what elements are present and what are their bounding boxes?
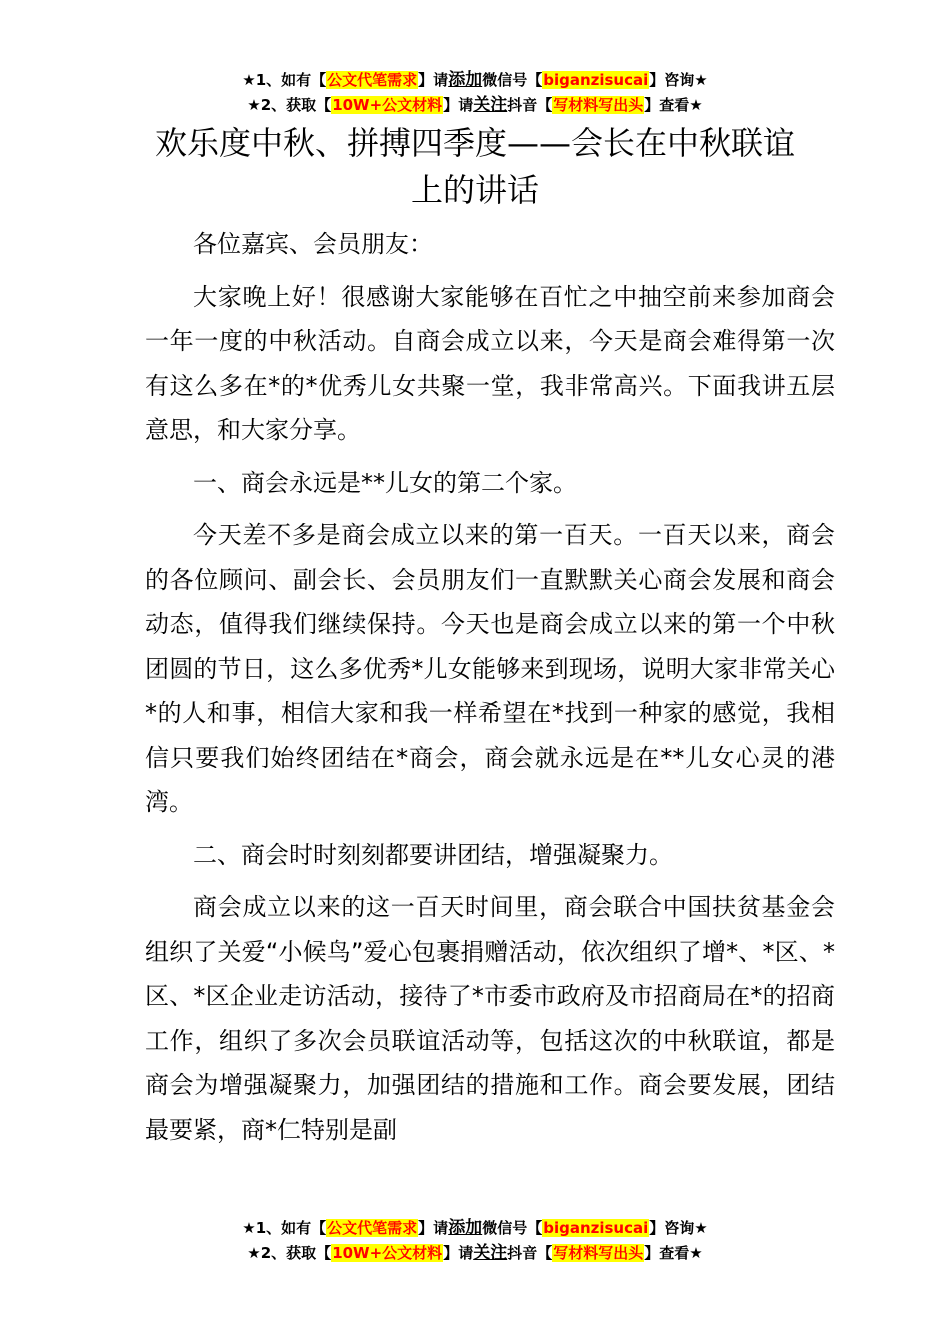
promo-highlight-wechat: biganzisucai (543, 71, 649, 89)
promo-text: 】咨询★ (649, 71, 708, 89)
promo-text: 】请 (418, 71, 449, 89)
promo-text: ★1、如有【 (242, 71, 327, 89)
promo-text: 】请 (443, 1244, 474, 1262)
promo-text: 抖音【 (507, 96, 553, 114)
promo-emphasis: 关注 (473, 95, 508, 115)
promo-highlight: 10W+公文材料 (332, 1244, 443, 1262)
promo-text: 微信号【 (482, 71, 543, 89)
section-heading-2: 二、商会时时刻刻都要讲团结，增强凝聚力。 (193, 840, 673, 869)
promo-highlight-douyin: 写材料写出头 (553, 1244, 644, 1262)
paragraph: 今天差不多是商会成立以来的第一百天。一百天以来，商会的各位顾问、副会长、会员朋友们一直默默关心商会发展和商会动态，值得我们继续保持。今天也是商会成立以来的第一个中秋团圆的节日，这么多优秀*儿女能够来到现场，说明大家非常关心*的人和事，相信大家和我一样希望在*找到一种家的感觉，我相信只要我们始终团结在*商会，商会就永远是在**儿女心灵的港湾。 (145, 521, 835, 816)
promo-text: 抖音【 (507, 1244, 553, 1262)
promo-line-1 (0, 68, 950, 93)
promo-banner-bottom (0, 1216, 950, 1266)
paragraph: 大家晚上好！很感谢大家能够在百忙之中抽空前来参加商会一年一度的中秋活动。自商会成立以来，今天是商会难得第一次有这么多在*的*优秀儿女共聚一堂，我非常高兴。下面我讲五层意思，和大家分享。 (145, 282, 835, 444)
promo-emphasis: 添加 (448, 70, 483, 90)
paragraph: 商会成立以来的这一百天时间里，商会联合中国扶贫基金会组织了关爱“小候鸟”爱心包裹捐赠活动，依次组织了增*、*区、*区、*区企业走访活动，接待了*市委市政府及市招商局在*的招商工作，组织了多次会员联谊活动等，包括这次的中秋联谊，都是商会为增强凝聚力，加强团结的措施和工作。商会要发展，团结最要紧，商*仁特别是副 (145, 893, 835, 1144)
promo-text: 】查看★ (644, 96, 703, 114)
promo-highlight: 公文代笔需求 (327, 1219, 418, 1237)
promo-emphasis: 关注 (473, 1243, 508, 1263)
promo-highlight: 公文代笔需求 (327, 71, 418, 89)
section-heading-1: 一、商会永远是**儿女的第二个家。 (193, 468, 577, 497)
promo-highlight-wechat: biganzisucai (543, 1219, 649, 1237)
promo-text: 】咨询★ (649, 1219, 708, 1237)
promo-banner-top (0, 68, 950, 118)
promo-emphasis: 添加 (448, 1218, 483, 1238)
promo-highlight-douyin: 写材料写出头 (553, 96, 644, 114)
promo-text: ★2、获取【 (247, 96, 332, 114)
document-title: 欢乐度中秋、拼搏四季度——会长在中秋联谊上的讲话 (154, 124, 795, 209)
promo-text: 微信号【 (482, 1219, 543, 1237)
document-body (145, 222, 835, 1160)
promo-line-2 (0, 1241, 950, 1266)
promo-line-1 (0, 1216, 950, 1241)
paragraph-salutation: 各位嘉宾、会员朋友： (193, 230, 433, 258)
promo-line-2 (0, 93, 950, 118)
promo-text: ★1、如有【 (242, 1219, 327, 1237)
promo-highlight: 10W+公文材料 (332, 96, 443, 114)
promo-text: 】请 (443, 96, 474, 114)
promo-text: 】查看★ (644, 1244, 703, 1262)
promo-text: ★2、获取【 (247, 1244, 332, 1262)
promo-text: 】请 (418, 1219, 449, 1237)
